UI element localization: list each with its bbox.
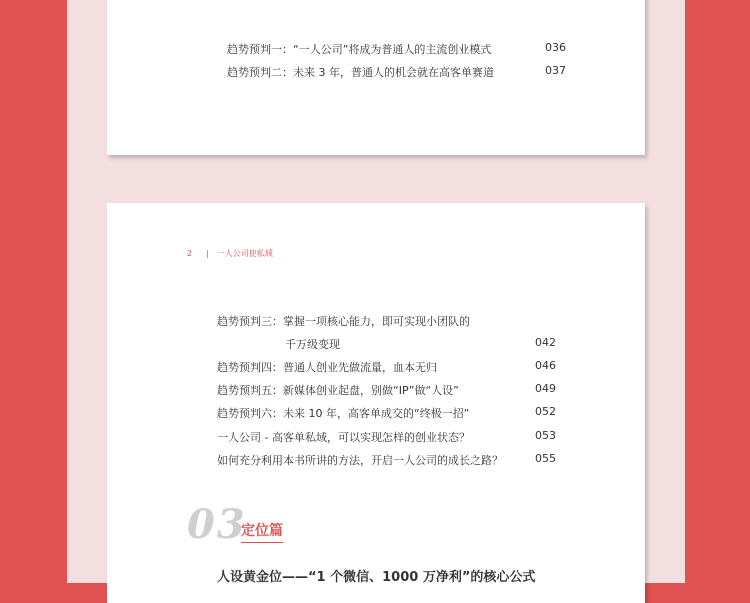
toc-page-number: 053 xyxy=(535,429,556,442)
chapter-number: 03 xyxy=(187,501,247,548)
toc-page-number: 042 xyxy=(535,336,556,349)
toc-page-number: 049 xyxy=(535,382,556,395)
toc-entry: 千万级变现 xyxy=(285,338,340,351)
toc-page-number: 037 xyxy=(545,64,566,77)
toc-entry: 一人公司 - 高客单私域，可以实现怎样的创业状态？ xyxy=(217,431,470,444)
header-separator: | xyxy=(206,249,209,258)
toc-page-number: 055 xyxy=(535,452,556,465)
toc-entry: 如何充分利用本书所讲的方法，开启一人公司的成长之路？ xyxy=(217,454,503,467)
toc-page-number: 046 xyxy=(535,359,556,372)
chapter-title: 定位篇 xyxy=(241,520,283,543)
page-number: 2 xyxy=(187,249,193,258)
toc-entry: 趋势预判四：普通人创业先做流量，血本无归 xyxy=(217,361,437,374)
toc-page-number: 052 xyxy=(535,405,556,418)
running-header xyxy=(187,248,273,259)
section-title: 人设黄金位——“1 个微信、1000 万净利”的核心公式 xyxy=(217,570,536,585)
toc-entry: 趋势预判六：未来 10 年，高客单成交的“终极一招” xyxy=(217,407,470,420)
book-page-bottom xyxy=(107,203,645,603)
toc-page-number: 036 xyxy=(545,41,566,54)
toc-entry: 趋势预判五：新媒体创业起盘，别做“IP”做“人设” xyxy=(217,384,459,397)
toc-entry: 趋势预判一：“一人公司”将成为普通人的主流创业模式 xyxy=(227,43,492,56)
running-title: 一人公司使私域 xyxy=(216,249,273,258)
toc-entry: 趋势预判二：未来 3 年，普通人的机会就在高客单赛道 xyxy=(227,66,494,79)
book-page-top xyxy=(107,0,645,155)
toc-entry: 趋势预判三：掌握一项核心能力，即可实现小团队的 xyxy=(217,315,470,328)
